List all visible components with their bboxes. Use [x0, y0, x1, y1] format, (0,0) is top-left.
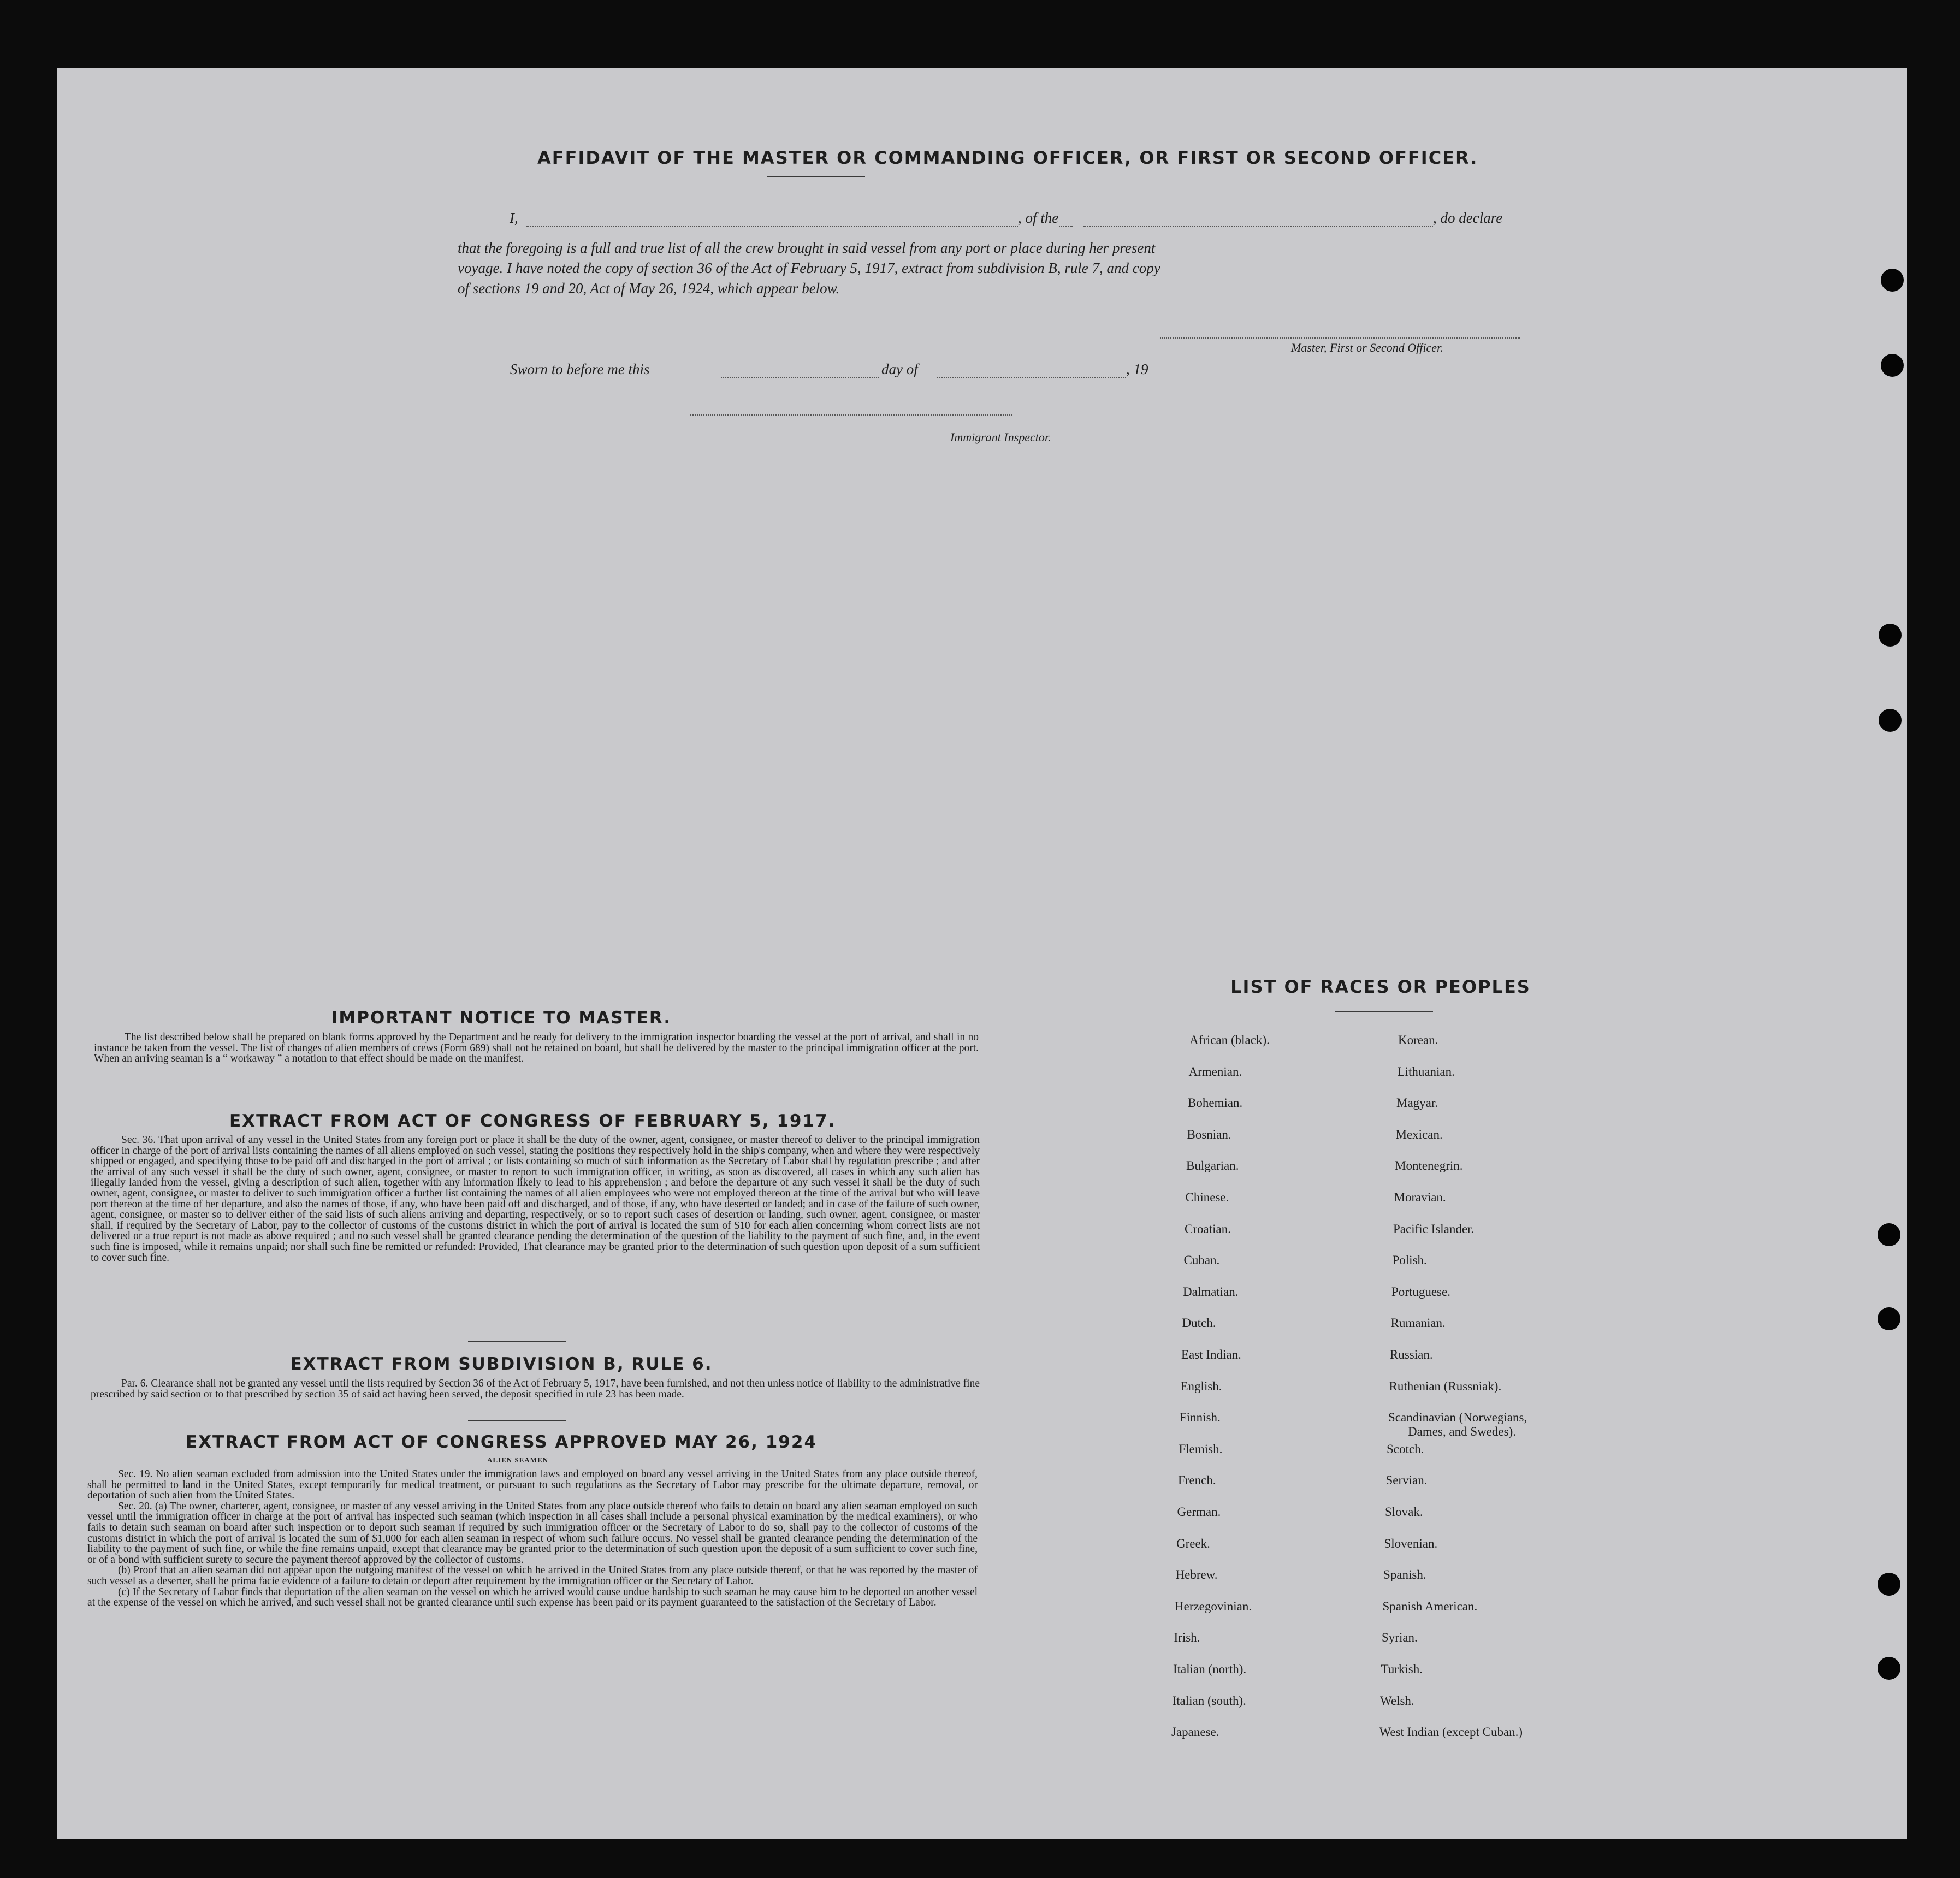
section-20b-paragraph: (b) Proof that an alien seaman did not appear upon the outgoing manifest of the vessel on which he arrived in the United States from any place outside thereof, or that he was reported by the master of such vessel as a deserter, shall be prima facie evidence of a failure to detain or deport after requirement by the immigration officer or the Secretary of Labor. — [87, 1565, 978, 1587]
signature-blank-line — [1160, 337, 1520, 339]
binder-hole — [1878, 1307, 1900, 1330]
race-item: Finnish. — [1180, 1411, 1221, 1425]
affidavit-statement — [458, 238, 1528, 299]
extract-divider — [468, 1341, 566, 1342]
binder-hole — [1878, 1657, 1900, 1680]
rule-6-paragraph: Par. 6. Clearance shall not be granted any vessel until the lists required by Section 36 of the Act of February 5, 1917, have been furnished, and not then unless notice of liability to the administrative fine prescribed by said section or to that prescribed by section 35 of said act having been served, the deposit specified in rule 23 has been made. — [91, 1378, 980, 1400]
name-blank-line — [526, 226, 1073, 227]
race-item: West Indian (except Cuban.) — [1379, 1725, 1523, 1739]
race-item: Herzegovinian. — [1175, 1599, 1252, 1613]
race-item: Slovak. — [1385, 1505, 1423, 1519]
affidavit-line-4: of sections 19 and 20, Act of May 26, 1924, which appear below. — [458, 280, 840, 297]
section-20a-paragraph: Sec. 20. (a) The owner, charterer, agent, consignee, or master of any vessel arriving in the United States from any place outside thereof who fails to detain on board any alien seaman employed on such vessel until the immigration officer in charge at the port of arrival has inspected such seaman (which inspection in all cases shall include a personal physical examination by the medical examiners), or who fails to detain such seaman on board after such inspection or to deport such seaman if required by such immigration officer or the Secretary of Labor to do so, shall pay to the collector of customs of the customs district in which the port of arrival is located the sum of $1,000 for each alien seaman in respect of whom such failure occurs. No vessel shall be granted clearance pending the determination of the liability to the payment of such fine, or while the fine remains unpaid, except that clearance may be granted prior to the determination of such question upon the deposit of a sum sufficient to cover such fine, or of a bond with sufficient surety to secure the payment thereof approved by the collector of customs. — [87, 1500, 978, 1566]
day-of-label: day of — [881, 361, 918, 377]
sworn-day-blank-line — [721, 377, 879, 378]
race-item: African (black). — [1189, 1033, 1270, 1047]
race-item: Hebrew. — [1175, 1568, 1218, 1582]
race-item: Dutch. — [1182, 1316, 1216, 1330]
race-item: East Indian. — [1181, 1348, 1241, 1361]
race-item: Magyar. — [1396, 1096, 1438, 1110]
race-item: Scotch. — [1387, 1442, 1424, 1456]
race-item: Cuban. — [1183, 1253, 1220, 1267]
notice-paragraph: The list described below shall be prepared on blank forms approved by the Department and be ready for delivery to the immigration inspector boarding the vessel at the port of arrival, and shall in no instance be taken from the vessel. The list of changes of alien members of crews (Form 689) shall not be retained on board, but shall be delivered by the master to the principal immigration officer at the port. When an arriving seaman is a “ workaway ” a notation to that effect should be made on the manifest. — [94, 1032, 979, 1065]
affidavit-line-2: that the foregoing is a full and true list of all the crew brought in said vessel from any port or place during her present — [458, 240, 1156, 256]
race-item: Slovenian. — [1384, 1536, 1438, 1550]
sworn-label: Sworn to before me this — [510, 361, 650, 377]
alien-seamen-subtitle: ALIEN SEAMEN — [487, 1456, 549, 1464]
race-item: Spanish. — [1383, 1568, 1426, 1582]
race-item: Mexican. — [1395, 1127, 1443, 1141]
affidavit-of-the-label: , of the — [1018, 210, 1059, 226]
race-item: Korean. — [1398, 1033, 1438, 1047]
affidavit-i-label: I, — [510, 210, 518, 226]
race-item: Polish. — [1392, 1253, 1427, 1267]
vessel-blank-line — [1083, 226, 1488, 227]
affidavit-declare-label: , do declare — [1433, 210, 1503, 226]
inspector-caption: Immigrant Inspector. — [950, 430, 1051, 444]
race-item: Welsh. — [1380, 1693, 1414, 1708]
race-item: Portuguese. — [1391, 1284, 1450, 1299]
race-item: Montenegrin. — [1395, 1159, 1463, 1173]
race-item: Syrian. — [1382, 1631, 1418, 1645]
race-item: Japanese. — [1171, 1725, 1219, 1739]
race-item: Dalmatian. — [1183, 1284, 1239, 1299]
extract-1917-title: EXTRACT FROM ACT OF CONGRESS OF FEBRUARY 5, 1917. — [229, 1111, 836, 1131]
race-item: Italian (north). — [1173, 1662, 1247, 1676]
race-item: Scandinavian (Norwegians, — [1388, 1411, 1527, 1425]
race-item: Italian (south). — [1172, 1693, 1246, 1708]
binder-hole — [1881, 269, 1904, 292]
rule-6-title: EXTRACT FROM SUBDIVISION B, RULE 6. — [290, 1354, 713, 1374]
race-item: English. — [1180, 1379, 1222, 1393]
races-title: LIST OF RACES OR PEOPLES — [1230, 976, 1531, 997]
race-item: Lithuanian. — [1397, 1064, 1455, 1079]
race-item: Bohemian. — [1188, 1096, 1243, 1110]
section-36-paragraph: Sec. 36. That upon arrival of any vessel in the United States from any foreign port or place it shall be the duty of the owner, agent, consignee, or master thereof to deliver to the principal immigration officer in charge of the port of arrival lists containing the names of all aliens employed on such vessel, stating the positions they respectively hold in the ship's company, when and where they were respectively shipped or engaged, and specifying those to be paid off and discharged in the port of arrival ; or lists containing so much of such information as the Secretary of Labor shall by regulation prescribe ; and after the arrival of any such vessel it shall be the duty of such owner, agent, consignee, or master to report to such immigration officer, in writing, as soon as discovered, all cases in which any such alien has illegally landed from the vessel, giving a description of such alien, together with any information likely to lead to his apprehension ; and before the departure of any such vessel it shall be the duty of such owner, agent, consignee, or master to deliver to such immigration officer a further list containing the names of all alien employees who were not employed thereon at the time of the arrival but who will leave port thereon at the time of her departure, and also the names of those, if any, who have been paid off and discharged, and of those, if any, who have deserted or landed; and in case of the failure of such owner, agent, consignee, or master so to deliver either of the said lists of such aliens arriving and departing, respectively, or so to report such cases of desertion or landing, such owner, agent, consignee, or master shall, if required by the Secretary of Labor, pay to the collector of customs of the customs district in which the port of arrival is located the sum of $10 for each alien concerning whom correct lists are not delivered or a true report is not made as above required ; and no such vessel shall be granted clearance pending the determination of the question of the liability to the payment of such fine, and, in the event such fine is imposed, while it remains unpaid; nor shall such fine be remitted or refunded: Provided, That clearance may be granted prior to the determination of such question upon deposit of a sum sufficient to cover such fine. — [91, 1134, 980, 1264]
race-item: Irish. — [1174, 1631, 1200, 1645]
document-page — [57, 68, 1907, 1839]
extract-1924-title: EXTRACT FROM ACT OF CONGRESS APPROVED MAY 26, 1924 — [185, 1432, 818, 1452]
title-divider — [767, 176, 865, 177]
inspector-blank-line — [690, 414, 1012, 416]
affidavit-line-3: voyage. I have noted the copy of section 36 of the Act of February 5, 1917, extract from subdivision B, rule 7, and copy — [458, 260, 1160, 276]
signature-caption: Master, First or Second Officer. — [1291, 341, 1443, 354]
rule-6-text — [91, 1378, 980, 1400]
races-divider — [1335, 1011, 1433, 1012]
race-item: Turkish. — [1381, 1662, 1423, 1676]
binder-hole — [1878, 1223, 1900, 1246]
binder-hole — [1879, 624, 1902, 647]
race-item: Greek. — [1176, 1536, 1210, 1550]
race-item: Croatian. — [1185, 1222, 1231, 1236]
race-item: Pacific Islander. — [1393, 1222, 1475, 1236]
extract-1924-text — [87, 1469, 978, 1608]
binder-hole — [1881, 354, 1904, 377]
notice-title: IMPORTANT NOTICE TO MASTER. — [331, 1008, 672, 1028]
race-item: Moravian. — [1394, 1190, 1446, 1204]
race-item: German. — [1177, 1505, 1221, 1519]
race-item: Bosnian. — [1187, 1127, 1231, 1141]
binder-hole — [1878, 1573, 1900, 1596]
section-19-paragraph: Sec. 19. No alien seaman excluded from admission into the United States under the immigration laws and employed on board any vessel arriving in the United States from any place outside thereof, shall be permitted to land in the United States, except temporarily for medical treatment, or pursuant to such regulations as the Secretary of Labor may prescribe for the ultimate departure, removal, or deportation of such alien from the United States. — [87, 1468, 978, 1502]
year-label: , 19 — [1126, 361, 1148, 377]
race-item: Spanish American. — [1382, 1599, 1478, 1613]
extract-divider — [468, 1420, 566, 1421]
race-item: Chinese. — [1185, 1190, 1229, 1204]
binder-hole — [1879, 709, 1902, 732]
race-item: Flemish. — [1179, 1442, 1223, 1456]
sworn-month-blank-line — [937, 377, 1126, 378]
race-item: Russian. — [1390, 1348, 1433, 1361]
race-item: Dames, and Swedes). — [1408, 1425, 1517, 1439]
race-item: Rumanian. — [1390, 1316, 1446, 1330]
extract-1917-text — [91, 1135, 980, 1263]
race-item: Ruthenian (Russniak). — [1389, 1379, 1502, 1393]
notice-text — [94, 1032, 979, 1064]
race-item: Armenian. — [1188, 1064, 1242, 1079]
affidavit-title: AFFIDAVIT OF THE MASTER OR COMMANDING OFFICER, OR FIRST OR SECOND OFFICER. — [537, 147, 1478, 168]
section-20c-paragraph: (c) If the Secretary of Labor finds that deportation of the alien seaman on the vessel on which he arrived would cause undue hardship to such seaman he may cause him to be deported on another vessel at the expense of the vessel on which he arrived, and such vessel shall not be granted clearance until such expense has been paid or its payment guaranteed to the satisfaction of the Secretary of Labor. — [87, 1586, 978, 1609]
race-item: Bulgarian. — [1186, 1159, 1239, 1173]
race-item: French. — [1178, 1473, 1216, 1488]
race-item: Servian. — [1385, 1473, 1428, 1488]
